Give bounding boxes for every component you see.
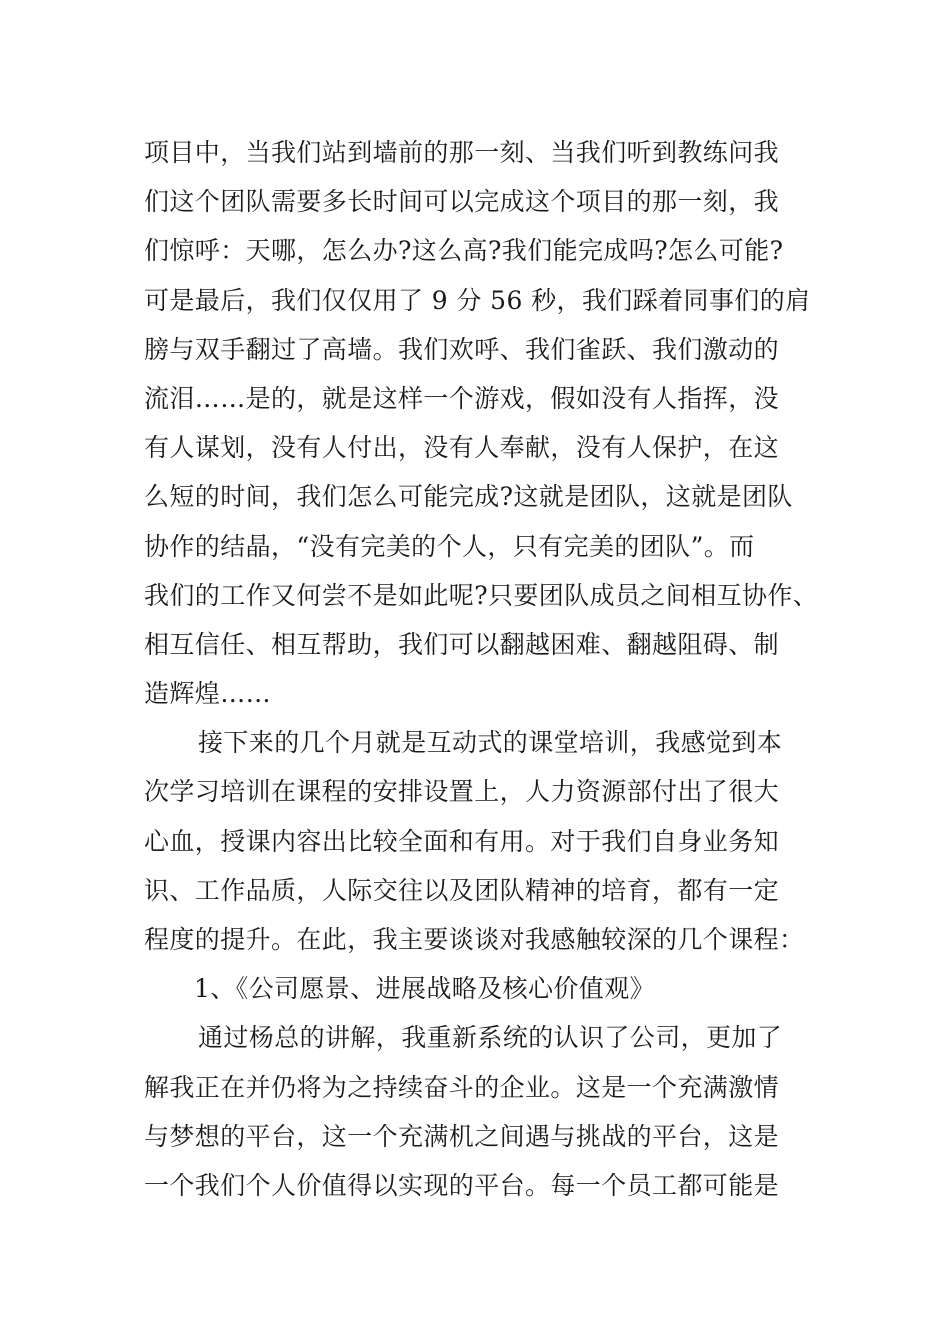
text-line: 膀与双手翻过了高墙。我们欢呼、我们雀跃、我们激动的 [144,334,780,364]
text-line: 识、工作品质，人际交往以及团队精神的培育，都有一定 [144,875,780,905]
body-text [144,128,824,1210]
text-line: 协作的结晶，“没有完美的个人，只有完美的团队”。而 [144,531,755,561]
text-line: 可是最后，我们仅仅用了 9 分 56 秒，我们踩着同事们的肩 [144,285,811,315]
text-line: 流泪……是的，就是这样一个游戏，假如没有人指挥，没 [144,383,780,413]
text-line: 造辉煌…… [144,679,272,709]
text-line: 们惊呼：天哪，怎么办?这么高?我们能完成吗?怎么可能? [144,236,784,266]
text-line: 次学习培训在课程的安排设置上，人力资源部付出了很大 [144,777,780,807]
text-line: 相互信任、相互帮助，我们可以翻越困难、翻越阻碍、制 [144,629,780,659]
text-line: 我们的工作又何尝不是如此呢?只要团队成员之间相互协作、 [144,580,819,610]
text-line: 程度的提升。在此，我主要谈谈对我感触较深的几个课程： [144,925,805,954]
text-line: 项目中，当我们站到墙前的那一刻、当我们听到教练问我 [144,138,780,167]
text-line: 们这个团队需要多长时间可以完成这个项目的那一刻，我 [144,187,780,217]
text-line: 解我正在并仍将为之持续奋斗的企业。这是一个充满激情 [144,1072,780,1102]
paragraph-first-line: 通过杨总的讲解，我重新系统的认识了公司，更加了 [198,1023,783,1053]
text-line: 么短的时间，我们怎么可能完成?这就是团队，这就是团队 [144,482,793,512]
text-line: 心血，授课内容出比较全面和有用。对于我们自身业务知 [144,826,780,856]
text-line: 有人谋划，没有人付出，没有人奉献，没有人保护，在这 [144,433,780,463]
text-line: 与梦想的平台，这一个充满机之间遇与挑战的平台，这是 [144,1121,780,1151]
paragraph-first-line: 接下来的几个月就是互动式的课堂培训，我感觉到本 [198,728,783,758]
text-line: 一个我们个人价值得以实现的平台。每一个员工都可能是 [144,1170,780,1200]
course-heading: 1、《公司愿景、进展战略及核心价值观》 [194,974,656,1004]
